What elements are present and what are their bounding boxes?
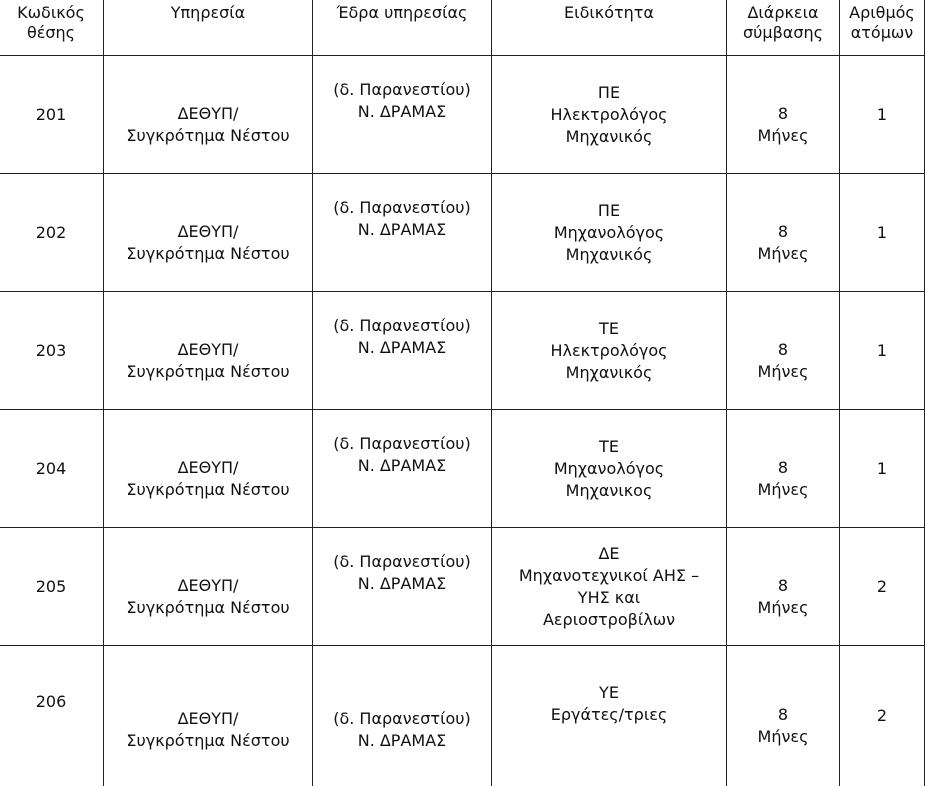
table-row [0, 410, 925, 528]
duration-cell [727, 410, 840, 528]
specialty-cell-line: ΔΕ [519, 543, 699, 565]
specialty-cell-line: ΠΕ [550, 82, 667, 104]
specialty-cell-content [554, 200, 664, 266]
specialty-cell-line: Μηχανικός [550, 362, 667, 384]
duration-cell-content [758, 103, 809, 147]
duration-cell-line: Μήνες [758, 243, 809, 265]
specialty-cell [492, 410, 727, 528]
seat-cell-content [333, 551, 471, 595]
header-seat: Έδρα υπηρεσίας [313, 0, 492, 56]
specialty-cell-line: Μηχανολόγος [554, 222, 664, 244]
count-cell-value: 1 [877, 340, 887, 362]
service-cell-line: ΔΕΘΥΠ/ [126, 221, 289, 243]
specialty-cell-content [554, 436, 664, 502]
code-cell [0, 410, 104, 528]
duration-cell-line: Μήνες [758, 726, 809, 748]
specialty-cell-line: Ηλεκτρολόγος [550, 104, 667, 126]
seat-cell [313, 528, 492, 646]
duration-cell-line: 8 [758, 103, 809, 125]
duration-cell-content [758, 221, 809, 265]
seat-cell [313, 174, 492, 292]
count-cell-content [877, 340, 887, 362]
code-cell-content [36, 104, 67, 126]
seat-cell-line: (δ. Παρανεστίου) [333, 708, 471, 730]
code-cell-value: 202 [36, 222, 67, 244]
specialty-cell [492, 646, 727, 786]
service-cell-line: Συγκρότημα Νέστου [126, 479, 289, 501]
count-cell-content [877, 705, 887, 727]
specialty-cell [492, 292, 727, 410]
count-cell-content [877, 104, 887, 126]
header-duration [727, 0, 840, 56]
duration-cell-line: 8 [758, 339, 809, 361]
service-cell-line: Συγκρότημα Νέστου [126, 125, 289, 147]
header-code [0, 0, 104, 56]
duration-cell-line: Μήνες [758, 361, 809, 383]
count-cell [840, 410, 925, 528]
count-cell-content [877, 222, 887, 244]
service-cell-line: ΔΕΘΥΠ/ [126, 457, 289, 479]
duration-cell [727, 528, 840, 646]
specialty-cell-line: Μηχανολόγος [554, 458, 664, 480]
seat-cell-line: Ν. ΔΡΑΜΑΣ [333, 730, 471, 752]
specialty-cell [492, 528, 727, 646]
code-cell-content [36, 691, 67, 713]
count-cell [840, 292, 925, 410]
code-cell-value: 205 [36, 576, 67, 598]
duration-cell [727, 56, 840, 174]
table-row [0, 528, 925, 646]
count-cell-value: 1 [877, 222, 887, 244]
code-cell-content [36, 458, 67, 480]
count-cell [840, 174, 925, 292]
duration-cell-content [758, 339, 809, 383]
count-cell [840, 528, 925, 646]
code-cell [0, 528, 104, 646]
service-cell-content [126, 575, 289, 619]
duration-cell-line: 8 [758, 457, 809, 479]
seat-cell [313, 292, 492, 410]
duration-cell-content [758, 575, 809, 619]
duration-cell-line: Μήνες [758, 125, 809, 147]
code-cell-value: 201 [36, 104, 67, 126]
duration-cell [727, 292, 840, 410]
count-cell-value: 2 [877, 576, 887, 598]
seat-cell-line: (δ. Παρανεστίου) [333, 315, 471, 337]
service-cell-line: ΔΕΘΥΠ/ [126, 708, 289, 730]
duration-cell [727, 646, 840, 786]
seat-cell-line: (δ. Παρανεστίου) [333, 433, 471, 455]
service-cell-line: ΔΕΘΥΠ/ [126, 575, 289, 597]
header-specialty: Ειδικότητα [492, 0, 727, 56]
seat-cell-line: (δ. Παρανεστίου) [333, 79, 471, 101]
service-cell [104, 174, 313, 292]
table-row [0, 292, 925, 410]
header-row [0, 0, 925, 56]
header-code-line-1: Κωδικός [17, 3, 85, 22]
service-cell-line: Συγκρότημα Νέστου [126, 361, 289, 383]
seat-cell-line: Ν. ΔΡΑΜΑΣ [333, 337, 471, 359]
service-cell-content [126, 103, 289, 147]
seat-cell-line: (δ. Παρανεστίου) [333, 197, 471, 219]
count-cell [840, 56, 925, 174]
service-cell-content [126, 457, 289, 501]
specialty-cell-content [519, 543, 699, 631]
service-cell [104, 410, 313, 528]
header-count [840, 0, 925, 56]
service-cell-line: Συγκρότημα Νέστου [126, 597, 289, 619]
header-duration-line-2: σύμβασης [743, 23, 823, 42]
specialty-cell-content [550, 82, 667, 148]
specialty-cell [492, 56, 727, 174]
specialty-cell-line: ΤΕ [550, 318, 667, 340]
header-service: Υπηρεσία [104, 0, 313, 56]
specialty-cell-line: ΠΕ [554, 200, 664, 222]
duration-cell-line: 8 [758, 221, 809, 243]
seat-cell [313, 410, 492, 528]
service-cell-line: ΔΕΘΥΠ/ [126, 103, 289, 125]
service-cell [104, 56, 313, 174]
service-cell-content [126, 708, 289, 752]
count-cell-value: 2 [877, 705, 887, 727]
seat-cell-content [333, 197, 471, 241]
service-cell [104, 646, 313, 786]
header-duration-line-1: Διάρκεια [747, 3, 818, 22]
seat-cell-content [333, 708, 471, 752]
duration-cell [727, 174, 840, 292]
duration-cell-line: 8 [758, 704, 809, 726]
duration-cell-line: 8 [758, 575, 809, 597]
table-row [0, 56, 925, 174]
specialty-cell-content [551, 682, 668, 726]
specialty-cell-content [550, 318, 667, 384]
specialty-cell-line: ΤΕ [554, 436, 664, 458]
seat-cell [313, 646, 492, 786]
specialty-cell-line: Μηχανικός [554, 244, 664, 266]
code-cell [0, 646, 104, 786]
service-cell-line: Συγκρότημα Νέστου [126, 243, 289, 265]
code-cell [0, 174, 104, 292]
specialty-cell-line: ΥΗΣ και [519, 587, 699, 609]
table-body [0, 56, 925, 786]
seat-cell-line: Ν. ΔΡΑΜΑΣ [333, 219, 471, 241]
code-cell-content [36, 222, 67, 244]
service-cell [104, 292, 313, 410]
seat-cell [313, 56, 492, 174]
table-row [0, 646, 925, 786]
specialty-cell-line: Εργάτες/τριες [551, 704, 668, 726]
header-code-line-2: θέσης [27, 23, 75, 42]
count-cell-value: 1 [877, 104, 887, 126]
specialty-cell-line: Ηλεκτρολόγος [550, 340, 667, 362]
seat-cell-content [333, 433, 471, 477]
code-cell-value: 203 [36, 340, 67, 362]
code-cell-value: 204 [36, 458, 67, 480]
specialty-cell-line: Μηχανοτεχνικοί ΑΗΣ – [519, 565, 699, 587]
duration-cell-content [758, 457, 809, 501]
specialty-cell-line: Μηχανικος [554, 480, 664, 502]
code-cell-content [36, 340, 67, 362]
specialty-cell-line: Αεριοστροβίλων [519, 609, 699, 631]
specialty-cell-line: Μηχανικός [550, 126, 667, 148]
service-cell-line: Συγκρότημα Νέστου [126, 730, 289, 752]
code-cell-content [36, 576, 67, 598]
table-row [0, 174, 925, 292]
service-cell-line: ΔΕΘΥΠ/ [126, 339, 289, 361]
header-count-line-2: ατόμων [851, 23, 913, 42]
duration-cell-line: Μήνες [758, 597, 809, 619]
seat-cell-line: Ν. ΔΡΑΜΑΣ [333, 455, 471, 477]
service-cell-content [126, 339, 289, 383]
count-cell [840, 646, 925, 786]
code-cell [0, 56, 104, 174]
service-cell [104, 528, 313, 646]
seat-cell-line: Ν. ΔΡΑΜΑΣ [333, 573, 471, 595]
seat-cell-line: Ν. ΔΡΑΜΑΣ [333, 101, 471, 123]
specialty-cell-line: ΥΕ [551, 682, 668, 704]
duration-cell-content [758, 704, 809, 748]
seat-cell-content [333, 79, 471, 123]
code-cell-value: 206 [36, 691, 67, 713]
count-cell-value: 1 [877, 458, 887, 480]
count-cell-content [877, 576, 887, 598]
count-cell-content [877, 458, 887, 480]
seat-cell-line: (δ. Παρανεστίου) [333, 551, 471, 573]
header-count-line-1: Αριθμός [849, 3, 915, 22]
duration-cell-line: Μήνες [758, 479, 809, 501]
code-cell [0, 292, 104, 410]
specialty-cell [492, 174, 727, 292]
service-cell-content [126, 221, 289, 265]
seat-cell-content [333, 315, 471, 359]
